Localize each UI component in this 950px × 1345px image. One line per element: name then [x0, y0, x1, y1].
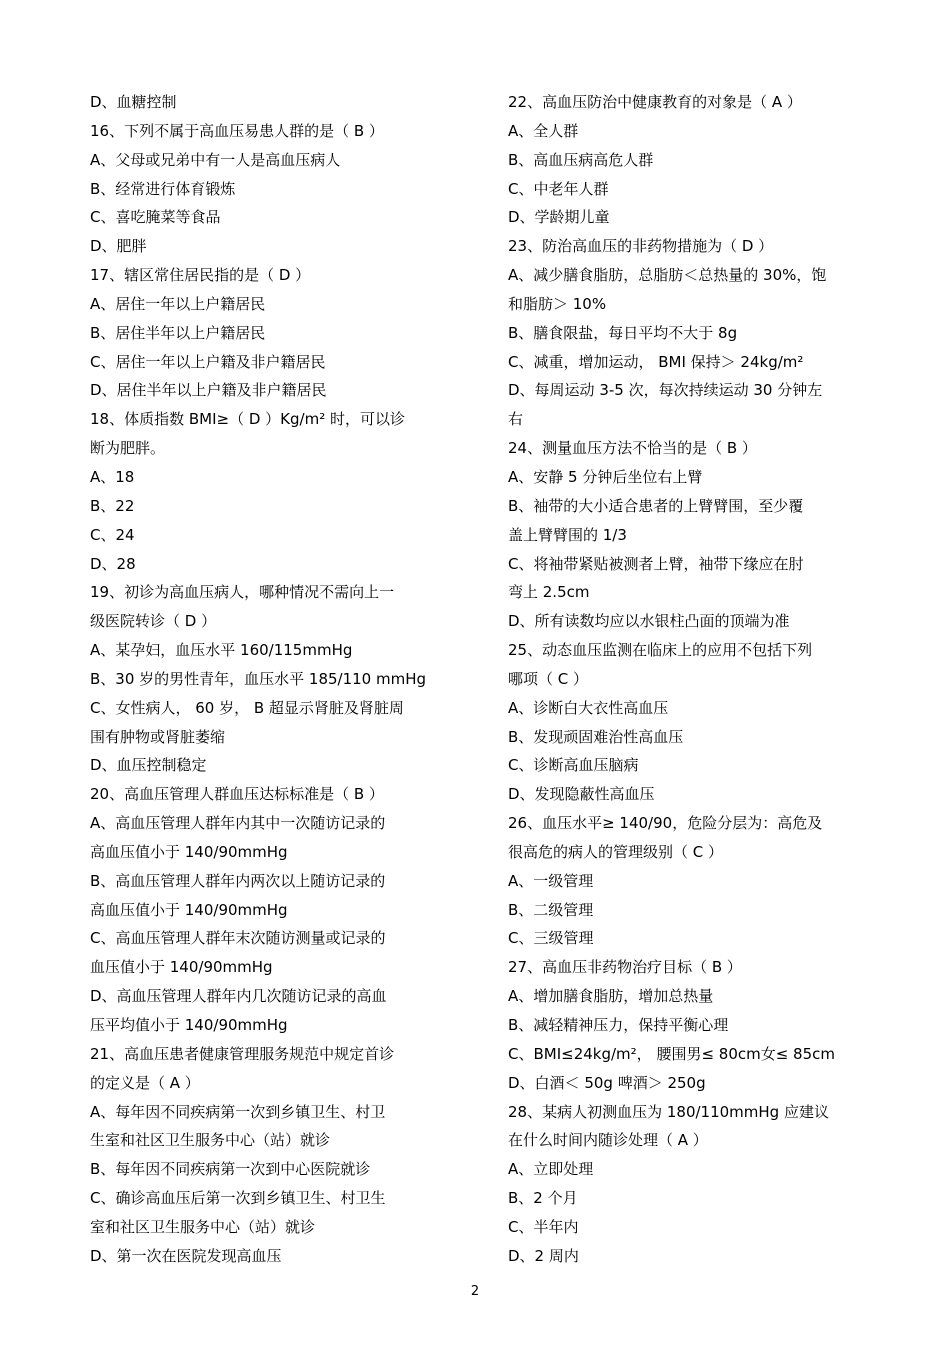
- text-line: 压平均值小于 140/90mmHg: [90, 1016, 288, 1034]
- text-line: 很高危的病人的管理级别（ C ）: [508, 842, 724, 861]
- text-line: C、喜吃腌菜等食品: [90, 208, 221, 227]
- text-line: 级医院转诊（ D ）: [90, 612, 217, 631]
- text-line: D、发现隐蔽性高血压: [508, 785, 655, 804]
- text-line: 25、动态血压监测在临床上的应用不包括下列: [508, 641, 813, 660]
- text-line: C、居住一年以上户籍及非户籍居民: [90, 352, 326, 371]
- text-line: A、每年因不同疾病第一次到乡镇卫生、村卫: [90, 1102, 386, 1121]
- text-line: 盖上臂臂围的 1/3: [508, 525, 627, 544]
- text-line: 高血压值小于 140/90mmHg: [90, 842, 288, 861]
- text-line: 16、下列不属于高血压易患人群的是（ B ）: [90, 121, 384, 140]
- text-line: C、三级管理: [508, 929, 594, 948]
- text-line: C、半年内: [508, 1217, 579, 1236]
- text-line: D、所有读数均应以水银柱凸面的顶端为准: [508, 612, 790, 631]
- text-line: 血压值小于 140/90mmHg: [90, 958, 273, 977]
- text-line: C、24: [90, 525, 135, 544]
- text-line: B、发现顽固难治性高血压: [508, 727, 684, 746]
- text-line: A、居住一年以上户籍居民: [90, 294, 266, 313]
- text-line: C、中老年人群: [508, 179, 609, 198]
- text-line: C、高血压管理人群年末次随访测量或记录的: [90, 929, 386, 948]
- text-line: 断为肥胖。: [90, 439, 166, 458]
- page-number: 2: [470, 1284, 480, 1299]
- text-line: 21、高血压患者健康管理服务规范中规定首诊: [90, 1044, 395, 1063]
- text-line: D、2 周内: [508, 1246, 579, 1265]
- text-line: A、立即处理: [508, 1160, 594, 1179]
- text-line: D、血压控制稳定: [90, 756, 207, 775]
- text-line: A、父母或兄弟中有一人是高血压病人: [90, 150, 341, 169]
- text-line: D、高血压管理人群年内几次随访记录的高血: [90, 987, 387, 1006]
- text-line: 19、初诊为高血压病人，哪种情况不需向上一: [90, 583, 395, 602]
- text-line: B、高血压病高危人群: [508, 150, 654, 169]
- text-line: A、全人群: [508, 121, 579, 140]
- text-line: 和脂肪＞ 10%: [508, 294, 607, 313]
- text-line: C、减重，增加运动， BMI 保持＞ 24kg/m²: [508, 352, 804, 371]
- text-line: D、学龄期儿童: [508, 208, 610, 227]
- text-line: B、高血压管理人群年内两次以上随访记录的: [90, 871, 386, 890]
- text-line: 在什么时间内随诊处理（ A ）: [508, 1131, 708, 1150]
- text-line: B、30 岁的男性青年，血压水平 185/110 mmHg: [90, 669, 427, 688]
- text-line: A、18: [90, 467, 135, 486]
- text-line: D、血糖控制: [90, 93, 177, 111]
- text-line: 生室和社区卫生服务中心（站）就诊: [90, 1131, 331, 1150]
- text-line: A、诊断白大衣性高血压: [508, 698, 669, 717]
- text-line: B、2 个月: [508, 1189, 578, 1208]
- text-line: 28、某病人初测血压为 180/110mmHg 应建议: [508, 1102, 829, 1121]
- text-line: 哪项（ C ）: [508, 669, 589, 688]
- text-line: 的定义是（ A ）: [90, 1073, 200, 1092]
- text-line: D、28: [90, 554, 136, 573]
- text-line: C、确诊高血压后第一次到乡镇卫生、村卫生: [90, 1189, 386, 1208]
- text-line: B、二级管理: [508, 900, 594, 919]
- text-line: C、将袖带紧贴被测者上臂，袖带下缘应在肘: [508, 554, 804, 573]
- text-line: B、减轻精神压力，保持平衡心理: [508, 1016, 729, 1034]
- text-line: B、居住半年以上户籍居民: [90, 323, 266, 342]
- text-line: B、袖带的大小适合患者的上臂臂围，至少覆: [508, 496, 804, 515]
- text-line: 18、体质指数 BMI≥（ D ）Kg/m² 时，可以诊: [90, 410, 405, 429]
- text-line: 弯上 2.5cm: [508, 583, 590, 602]
- right-column: [508, 88, 878, 1271]
- text-line: B、每年因不同疾病第一次到中心医院就诊: [90, 1160, 371, 1179]
- text-line: D、第一次在医院发现高血压: [90, 1246, 282, 1265]
- text-line: 26、血压水平≥ 140/90，危险分层为：高危及: [508, 814, 823, 833]
- text-line: A、一级管理: [508, 871, 594, 890]
- text-line: 围有肿物或肾脏萎缩: [90, 727, 226, 746]
- text-line: C、女性病人， 60 岁， B 超显示肾脏及肾脏周: [90, 698, 404, 717]
- text-line: D、白酒＜ 50g 啤酒＞ 250g: [508, 1073, 706, 1092]
- text-line: 20、高血压管理人群血压达标标准是（ B ）: [90, 785, 384, 804]
- text-line: 右: [508, 410, 524, 429]
- text-line: D、肥胖: [90, 237, 147, 256]
- text-line: 23、防治高血压的非药物措施为（ D ）: [508, 237, 774, 256]
- text-line: D、居住半年以上户籍及非户籍居民: [90, 381, 327, 400]
- text-line: A、增加膳食脂肪，增加总热量: [508, 987, 714, 1006]
- text-line: 高血压值小于 140/90mmHg: [90, 900, 288, 919]
- text-line: B、膳食限盐，每日平均不大于 8g: [508, 323, 738, 342]
- text-line: 27、高血压非药物治疗目标（ B ）: [508, 958, 742, 977]
- text-line: B、经常进行体育锻炼: [90, 179, 236, 198]
- text-line: A、安静 5 分钟后坐位右上臂: [508, 467, 703, 486]
- text-line: 室和社区卫生服务中心（站）就诊: [90, 1217, 316, 1236]
- text-line: 17、辖区常住居民指的是（ D ）: [90, 266, 311, 285]
- text-line: C、诊断高血压脑病: [508, 756, 639, 775]
- text-line: A、减少膳食脂肪，总脂肪＜总热量的 30%，饱: [508, 266, 827, 285]
- text-line: 24、测量血压方法不恰当的是（ B ）: [508, 439, 757, 458]
- text-line: 22、高血压防治中健康教育的对象是（ A ）: [508, 93, 802, 111]
- text-line: B、22: [90, 496, 135, 515]
- text-line: A、高血压管理人群年内其中一次随访记录的: [90, 814, 386, 833]
- text-line: C、BMI≤24kg/m²， 腰围男≤ 80cm女≤ 85cm: [508, 1044, 836, 1063]
- text-line: A、某孕妇，血压水平 160/115mmHg: [90, 641, 353, 660]
- left-column: [90, 88, 470, 1271]
- text-line: D、每周运动 3-5 次，每次持续运动 30 分钟左: [508, 381, 823, 400]
